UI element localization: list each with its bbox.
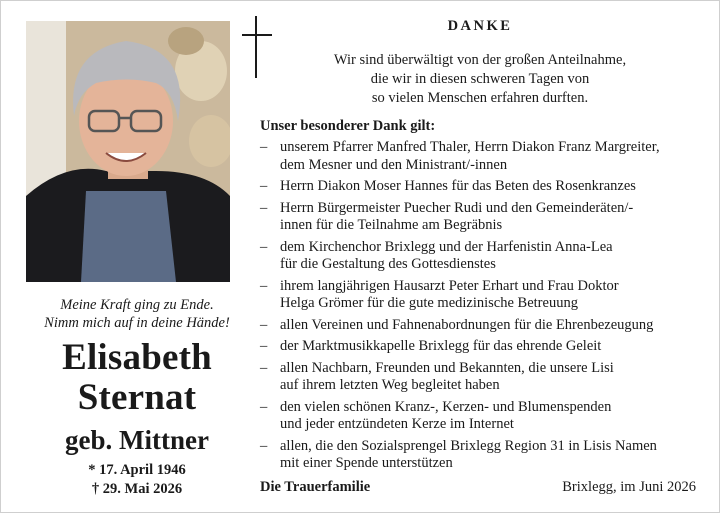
death-date: † 29. Mai 2026 [91, 481, 183, 497]
list-dash: – [260, 238, 268, 255]
list-item [260, 360, 710, 395]
list-item-text: Herrn Bürgermeister Puecher Rudi und den Gemeinderäten/- innen für die Teilnahme am Begräbnis [280, 199, 634, 233]
list-dash: – [260, 139, 268, 155]
portrait-photo [26, 21, 230, 282]
list-item-text: allen Vereinen und Fahnenabordnungen für die Ehrenbezeugung [280, 316, 654, 333]
quote-line: Nimm mich auf in deine Hände! [44, 315, 230, 331]
list-item [260, 438, 710, 473]
intro-text [260, 51, 700, 108]
list-dash: – [260, 316, 268, 333]
list-item-text: der Marktmusikkapelle Brixlegg für das ehrende Geleit [280, 338, 602, 354]
list-item [260, 317, 710, 335]
list-item-text: allen, die den Sozialsprengel Brixlegg Region 31 in Lisis Namen mit einer Spende unterstützen [280, 437, 657, 471]
list-item [260, 399, 710, 434]
intro-line: die wir in diesen schweren Tagen von [370, 71, 590, 87]
list-dash: – [260, 277, 268, 294]
list-item [260, 178, 710, 196]
list-dash: – [260, 178, 268, 194]
list-dash: – [260, 437, 268, 454]
card-title: DANKE [447, 18, 513, 34]
first-name: Elisabeth [62, 337, 212, 378]
intro-line: so vielen Menschen erfahren durften. [371, 90, 589, 106]
list-item [260, 200, 710, 235]
last-name: Sternat [77, 377, 197, 418]
list-item [260, 139, 710, 174]
list-dash: – [260, 398, 268, 415]
intro-line: Wir sind überwältigt von der großen Anteilnahme, [333, 52, 627, 68]
list-item-text: Herrn Diakon Moser Hannes für das Beten des Rosenkranzes [280, 178, 636, 194]
birth-date: * 17. April 1946 [88, 462, 186, 478]
list-item [260, 239, 710, 274]
thanks-list [260, 139, 710, 477]
signature-family: Die Trauerfamilie [260, 479, 371, 495]
list-item [260, 278, 710, 313]
quote-line: Meine Kraft ging zu Ende. [60, 297, 214, 313]
birth-name: geb. Mittner [65, 425, 209, 455]
list-dash: – [260, 199, 268, 216]
place-date: Brixlegg, im Juni 2026 [562, 479, 696, 495]
list-item-text: ihrem langjährigen Hausarzt Peter Erhart und Frau Doktor Helga Grömer für die gute medizinische Betreuung [280, 277, 619, 311]
memorial-quote [10, 296, 264, 332]
thanks-heading: Unser besonderer Dank gilt: [260, 118, 436, 134]
list-item-text: den vielen schönen Kranz-, Kerzen- und Blumenspenden und jeder entzündeten Kerze im Internet [280, 398, 612, 432]
deceased-name [10, 338, 264, 418]
list-dash: – [260, 338, 268, 354]
list-item [260, 338, 710, 356]
list-item-text: unserem Pfarrer Manfred Thaler, Herrn Diakon Franz Margreiter, dem Mesner und den Ministrant/-innen [280, 139, 660, 173]
list-dash: – [260, 359, 268, 376]
life-dates [10, 461, 264, 499]
list-item-text: dem Kirchenchor Brixlegg und der Harfenistin Anna-Lea für die Gestaltung des Gottesdienstes [280, 238, 613, 272]
list-item-text: allen Nachbarn, Freunden und Bekannten, die unsere Lisi auf ihrem letzten Weg begleitet haben [280, 359, 614, 393]
